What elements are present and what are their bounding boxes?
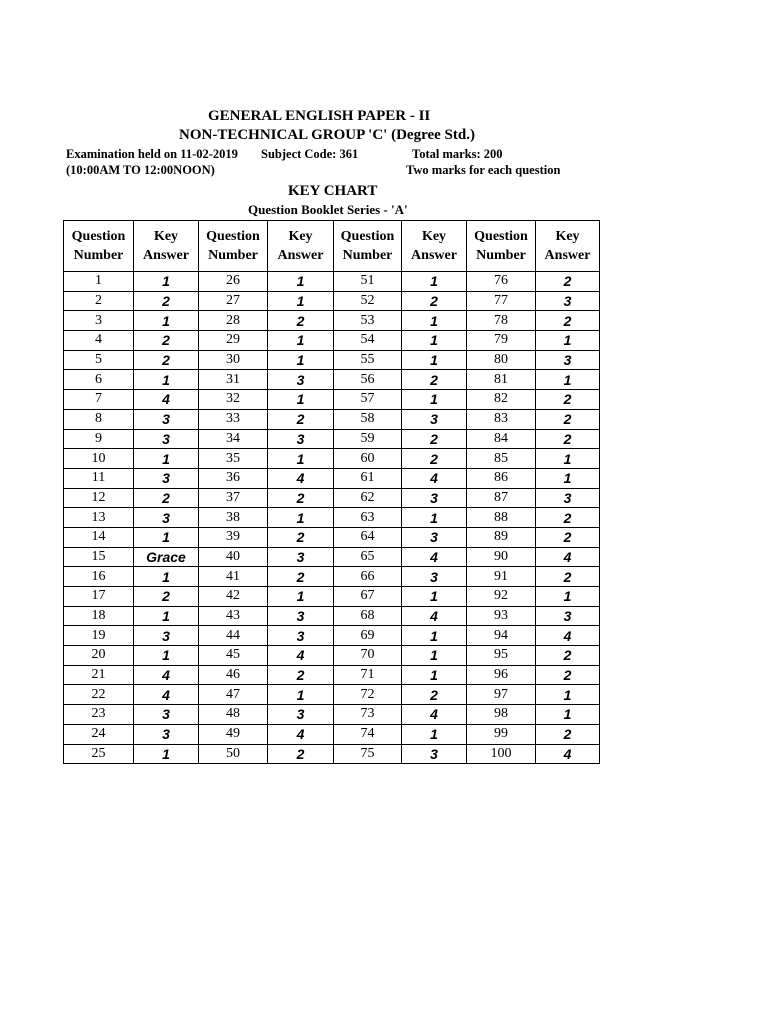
question-number-cell: 63 <box>334 508 402 528</box>
question-number-cell: 43 <box>199 606 268 626</box>
header-question-number: Question Number <box>467 221 536 272</box>
question-number-cell: 36 <box>199 468 268 488</box>
question-number-cell: 40 <box>199 547 268 567</box>
key-answer-cell: 4 <box>402 468 467 488</box>
question-number-cell: 74 <box>334 724 402 744</box>
question-number-cell: 77 <box>467 291 536 311</box>
question-number-cell: 50 <box>199 744 268 764</box>
table-row <box>64 646 600 666</box>
key-answer-cell: 4 <box>402 606 467 626</box>
key-answer-cell: 4 <box>536 547 600 567</box>
question-number-cell: 34 <box>199 429 268 449</box>
question-number-cell: 65 <box>334 547 402 567</box>
key-answer-cell: 3 <box>536 488 600 508</box>
header-question-number: Question Number <box>334 221 402 272</box>
question-number-cell: 2 <box>64 291 134 311</box>
key-answer-cell: 4 <box>402 547 467 567</box>
key-answer-cell: 2 <box>402 449 467 469</box>
key-answer-cell: 1 <box>268 331 334 351</box>
booklet-series: Question Booklet Series - 'A' <box>248 202 408 217</box>
table-row <box>64 587 600 607</box>
key-answer-cell: 1 <box>402 626 467 646</box>
key-answer-cell: 2 <box>268 567 334 587</box>
question-number-cell: 46 <box>199 665 268 685</box>
question-number-cell: 6 <box>64 370 134 390</box>
question-number-cell: 30 <box>199 350 268 370</box>
question-number-cell: 21 <box>64 665 134 685</box>
total-marks: Total marks: 200 <box>412 147 503 161</box>
key-answer-cell: 1 <box>536 370 600 390</box>
key-answer-cell: 3 <box>134 409 199 429</box>
key-answer-cell: 1 <box>134 646 199 666</box>
key-answer-cell: 2 <box>536 724 600 744</box>
question-number-cell: 58 <box>334 409 402 429</box>
key-answer-cell: 1 <box>134 606 199 626</box>
key-answer-cell: 2 <box>134 331 199 351</box>
key-answer-cell: 4 <box>268 468 334 488</box>
question-number-cell: 71 <box>334 665 402 685</box>
question-number-cell: 31 <box>199 370 268 390</box>
key-answer-cell: 1 <box>268 449 334 469</box>
table-row <box>64 272 600 292</box>
question-number-cell: 1 <box>64 272 134 292</box>
key-answer-cell: 1 <box>268 508 334 528</box>
question-number-cell: 45 <box>199 646 268 666</box>
key-answer-cell: 1 <box>402 350 467 370</box>
table-row <box>64 311 600 331</box>
question-number-cell: 89 <box>467 527 536 547</box>
key-answer-cell: 1 <box>268 390 334 410</box>
question-number-cell: 44 <box>199 626 268 646</box>
question-number-cell: 93 <box>467 606 536 626</box>
question-number-cell: 78 <box>467 311 536 331</box>
question-number-cell: 4 <box>64 331 134 351</box>
question-number-cell: 16 <box>64 567 134 587</box>
question-number-cell: 84 <box>467 429 536 449</box>
key-answer-cell: 3 <box>536 350 600 370</box>
key-answer-cell: 3 <box>402 567 467 587</box>
question-number-cell: 37 <box>199 488 268 508</box>
question-number-cell: 20 <box>64 646 134 666</box>
question-number-cell: 96 <box>467 665 536 685</box>
key-answer-cell: 2 <box>268 665 334 685</box>
table-row <box>64 449 600 469</box>
key-answer-cell: 1 <box>134 272 199 292</box>
question-number-cell: 69 <box>334 626 402 646</box>
key-answer-cell: 2 <box>536 567 600 587</box>
question-number-cell: 83 <box>467 409 536 429</box>
question-number-cell: 41 <box>199 567 268 587</box>
table-row <box>64 468 600 488</box>
question-number-cell: 26 <box>199 272 268 292</box>
key-answer-cell: 2 <box>402 429 467 449</box>
key-answer-cell: 2 <box>536 429 600 449</box>
question-number-cell: 42 <box>199 587 268 607</box>
key-answer-cell: 3 <box>268 429 334 449</box>
key-answer-cell: 2 <box>536 646 600 666</box>
key-answer-cell: 1 <box>134 311 199 331</box>
question-number-cell: 5 <box>64 350 134 370</box>
key-answer-cell: 3 <box>134 705 199 725</box>
key-answer-cell: 2 <box>268 527 334 547</box>
question-number-cell: 88 <box>467 508 536 528</box>
question-number-cell: 25 <box>64 744 134 764</box>
question-number-cell: 48 <box>199 705 268 725</box>
table-row <box>64 685 600 705</box>
question-number-cell: 22 <box>64 685 134 705</box>
key-answer-cell: 4 <box>134 390 199 410</box>
question-number-cell: 92 <box>467 587 536 607</box>
key-answer-cell: 2 <box>402 370 467 390</box>
key-answer-cell: 2 <box>536 409 600 429</box>
header-key-answer: Key Answer <box>134 221 199 272</box>
table-row <box>64 331 600 351</box>
question-number-cell: 85 <box>467 449 536 469</box>
marks-note: Two marks for each question <box>406 163 561 177</box>
question-number-cell: 66 <box>334 567 402 587</box>
question-number-cell: 47 <box>199 685 268 705</box>
question-number-cell: 68 <box>334 606 402 626</box>
question-number-cell: 49 <box>199 724 268 744</box>
key-answer-cell: 1 <box>402 724 467 744</box>
key-answer-cell: 2 <box>536 272 600 292</box>
table-row <box>64 350 600 370</box>
question-number-cell: 7 <box>64 390 134 410</box>
key-answer-cell: 3 <box>134 429 199 449</box>
table-row <box>64 626 600 646</box>
key-answer-cell: 2 <box>402 291 467 311</box>
key-answer-cell: 1 <box>536 685 600 705</box>
question-number-cell: 29 <box>199 331 268 351</box>
table-row <box>64 724 600 744</box>
key-answer-cell: 3 <box>134 724 199 744</box>
question-number-cell: 10 <box>64 449 134 469</box>
title-line2: NON-TECHNICAL GROUP 'C' (Degree Std.) <box>179 127 475 143</box>
key-answer-cell: 1 <box>134 370 199 390</box>
key-answer-cell: 1 <box>402 311 467 331</box>
question-number-cell: 54 <box>334 331 402 351</box>
question-number-cell: 9 <box>64 429 134 449</box>
key-answer-cell: 3 <box>402 527 467 547</box>
question-number-cell: 28 <box>199 311 268 331</box>
key-answer-cell: 3 <box>402 488 467 508</box>
question-number-cell: 72 <box>334 685 402 705</box>
question-number-cell: 64 <box>334 527 402 547</box>
question-number-cell: 23 <box>64 705 134 725</box>
table-row <box>64 527 600 547</box>
key-answer-cell: 3 <box>268 626 334 646</box>
question-number-cell: 15 <box>64 547 134 567</box>
key-answer-cell: 2 <box>134 587 199 607</box>
key-answer-cell: 2 <box>268 311 334 331</box>
key-answer-cell: 3 <box>134 508 199 528</box>
key-answer-cell: 3 <box>134 626 199 646</box>
key-answer-cell: 4 <box>402 705 467 725</box>
table-row <box>64 744 600 764</box>
question-number-cell: 97 <box>467 685 536 705</box>
title-line1: GENERAL ENGLISH PAPER - II <box>208 108 431 124</box>
question-number-cell: 82 <box>467 390 536 410</box>
question-number-cell: 18 <box>64 606 134 626</box>
key-answer-cell: 1 <box>402 665 467 685</box>
key-table <box>63 220 600 764</box>
table-row <box>64 488 600 508</box>
question-number-cell: 3 <box>64 311 134 331</box>
question-number-cell: 55 <box>334 350 402 370</box>
table-header-row <box>64 221 600 272</box>
question-number-cell: 70 <box>334 646 402 666</box>
question-number-cell: 60 <box>334 449 402 469</box>
question-number-cell: 76 <box>467 272 536 292</box>
question-number-cell: 79 <box>467 331 536 351</box>
table-row <box>64 508 600 528</box>
key-answer-cell: 3 <box>536 606 600 626</box>
question-number-cell: 12 <box>64 488 134 508</box>
key-answer-cell: 3 <box>134 468 199 488</box>
question-number-cell: 99 <box>467 724 536 744</box>
question-number-cell: 62 <box>334 488 402 508</box>
question-number-cell: 33 <box>199 409 268 429</box>
table-row <box>64 567 600 587</box>
question-number-cell: 75 <box>334 744 402 764</box>
header-question-number: Question Number <box>64 221 134 272</box>
header-key-answer: Key Answer <box>268 221 334 272</box>
key-answer-cell: 4 <box>134 665 199 685</box>
key-table-body <box>64 272 600 764</box>
question-number-cell: 94 <box>467 626 536 646</box>
key-answer-cell: 3 <box>536 291 600 311</box>
question-number-cell: 81 <box>467 370 536 390</box>
key-answer-cell: 1 <box>134 744 199 764</box>
key-answer-cell: 4 <box>134 685 199 705</box>
question-number-cell: 95 <box>467 646 536 666</box>
key-answer-cell: 2 <box>134 488 199 508</box>
key-answer-cell: 3 <box>402 744 467 764</box>
key-answer-cell: 2 <box>536 390 600 410</box>
question-number-cell: 73 <box>334 705 402 725</box>
table-row <box>64 429 600 449</box>
key-answer-cell: 1 <box>134 449 199 469</box>
table-row <box>64 665 600 685</box>
table-row <box>64 390 600 410</box>
key-answer-cell: 3 <box>402 409 467 429</box>
key-answer-cell: 3 <box>268 606 334 626</box>
question-number-cell: 11 <box>64 468 134 488</box>
question-number-cell: 87 <box>467 488 536 508</box>
question-number-cell: 24 <box>64 724 134 744</box>
header-question-number: Question Number <box>199 221 268 272</box>
question-number-cell: 8 <box>64 409 134 429</box>
question-number-cell: 90 <box>467 547 536 567</box>
table-row <box>64 370 600 390</box>
question-number-cell: 67 <box>334 587 402 607</box>
question-number-cell: 100 <box>467 744 536 764</box>
header-key-answer: Key Answer <box>402 221 467 272</box>
key-answer-cell: 1 <box>402 390 467 410</box>
question-number-cell: 14 <box>64 527 134 547</box>
key-answer-cell: 1 <box>402 331 467 351</box>
key-answer-cell: 1 <box>402 646 467 666</box>
key-answer-cell: 3 <box>268 370 334 390</box>
key-answer-cell: 1 <box>536 449 600 469</box>
table-row <box>64 547 600 567</box>
key-answer-cell: 1 <box>536 587 600 607</box>
key-answer-cell: 4 <box>536 626 600 646</box>
key-answer-cell: 1 <box>268 291 334 311</box>
question-number-cell: 86 <box>467 468 536 488</box>
question-number-cell: 80 <box>467 350 536 370</box>
key-answer-cell: 4 <box>536 744 600 764</box>
header-key-answer: Key Answer <box>536 221 600 272</box>
key-answer-cell: 2 <box>134 291 199 311</box>
key-answer-cell: 2 <box>268 409 334 429</box>
key-answer-cell: 1 <box>536 468 600 488</box>
key-answer-cell: 1 <box>402 587 467 607</box>
question-number-cell: 39 <box>199 527 268 547</box>
exam-date: Examination held on 11-02-2019 <box>66 147 238 161</box>
key-answer-cell: 2 <box>134 350 199 370</box>
question-number-cell: 61 <box>334 468 402 488</box>
key-answer-cell: 2 <box>536 508 600 528</box>
key-answer-cell: 3 <box>268 547 334 567</box>
exam-time: (10:00AM TO 12:00NOON) <box>66 163 215 177</box>
key-answer-cell: 1 <box>268 587 334 607</box>
key-answer-cell: 1 <box>536 705 600 725</box>
question-number-cell: 19 <box>64 626 134 646</box>
key-answer-cell: 2 <box>268 744 334 764</box>
key-answer-cell: 1 <box>268 350 334 370</box>
key-answer-cell: 3 <box>268 705 334 725</box>
key-answer-cell: 1 <box>402 508 467 528</box>
key-answer-cell: 4 <box>268 646 334 666</box>
key-answer-cell: 2 <box>536 311 600 331</box>
question-number-cell: 13 <box>64 508 134 528</box>
key-answer-cell: 2 <box>536 527 600 547</box>
question-number-cell: 57 <box>334 390 402 410</box>
key-chart-heading: KEY CHART <box>288 183 378 199</box>
question-number-cell: 52 <box>334 291 402 311</box>
question-number-cell: 51 <box>334 272 402 292</box>
table-row <box>64 705 600 725</box>
question-number-cell: 98 <box>467 705 536 725</box>
key-answer-cell: 2 <box>268 488 334 508</box>
key-answer-cell: 1 <box>536 331 600 351</box>
question-number-cell: 27 <box>199 291 268 311</box>
table-row <box>64 291 600 311</box>
key-answer-cell: 4 <box>268 724 334 744</box>
key-answer-cell: 2 <box>536 665 600 685</box>
table-row <box>64 606 600 626</box>
key-answer-cell: 1 <box>134 527 199 547</box>
key-answer-cell: 1 <box>134 567 199 587</box>
question-number-cell: 91 <box>467 567 536 587</box>
question-number-cell: 38 <box>199 508 268 528</box>
key-answer-cell: 1 <box>268 272 334 292</box>
question-number-cell: 56 <box>334 370 402 390</box>
question-number-cell: 32 <box>199 390 268 410</box>
table-row <box>64 409 600 429</box>
key-answer-cell: 1 <box>268 685 334 705</box>
question-number-cell: 17 <box>64 587 134 607</box>
question-number-cell: 53 <box>334 311 402 331</box>
subject-code: Subject Code: 361 <box>261 147 359 161</box>
key-answer-cell: 2 <box>402 685 467 705</box>
key-answer-cell: 1 <box>402 272 467 292</box>
question-number-cell: 35 <box>199 449 268 469</box>
question-number-cell: 59 <box>334 429 402 449</box>
key-answer-cell: Grace <box>134 547 199 567</box>
